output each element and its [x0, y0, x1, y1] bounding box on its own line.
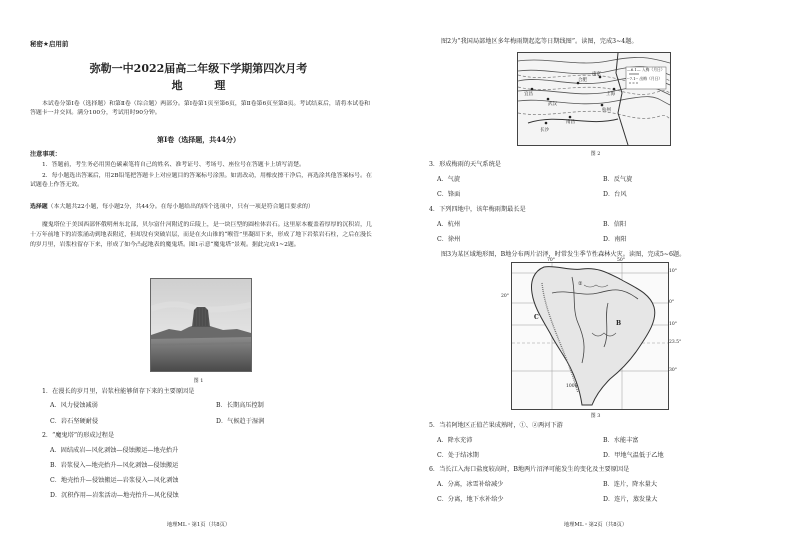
- devils-tower-photo: [150, 278, 252, 372]
- south-america-map: [511, 262, 669, 410]
- map3-lon-70w: 70°: [547, 258, 555, 263]
- q4-option-d: D．南阳: [603, 236, 627, 243]
- q2-option-a: A．固结成岩—风化剥蚀—侵蚀搬运—地壳抬升: [50, 447, 179, 454]
- q4-option-b: B．信阳: [603, 221, 627, 228]
- confidential-label: 秘密★启用前: [30, 40, 69, 48]
- exam-subject: 地 理: [171, 79, 240, 92]
- q1-option-c: C．岩石坚硬耐侵: [50, 418, 99, 425]
- q1-option-b: B．长期高压控制: [216, 402, 264, 409]
- reading-passage: 魔鬼塔位于美国西部怀俄明州东北部，贝尔富什河附近的丘陵上，是一块巨型的圆柱体岩石。这里原本覆盖着厚厚的沉积岩，几十万年前地下的岩浆涌动到地表附近，但却没有突破岩层，而是在火山锥的“喉管”里凝固下来，形成了地下岩浆岩石柱，之后在漫长的岁月里，岩浆柱留存下来，形成了如今凸起地表的魔鬼塔。图1示意“魔鬼塔”景观。据此完成1~2题。: [30, 222, 372, 248]
- q3-option-d: D．台风: [603, 191, 627, 198]
- q5-option-a: A．降水充沛: [437, 437, 473, 444]
- map2-label-shanghai: 上海: [606, 92, 615, 97]
- map2-label-changsha: 长沙: [540, 128, 549, 133]
- note-2: 2．每小题选出答案后，用2B铅笔把答题卡上对应题目的答案标号涂黑。如需改动，用橡皮擦干净后，再选涂其他答案标号。在试题卷上作答无效。: [30, 173, 372, 188]
- q2-option-b: B．岩浆侵入—地壳抬升—风化剥蚀—侵蚀搬运: [50, 462, 179, 469]
- q5-option-d: D．甲地气温低于乙地: [603, 452, 664, 459]
- q6-option-b: B．连片，降水量大: [603, 481, 658, 488]
- question-4: 4．下列四地中，该年梅雨期最长是: [429, 206, 526, 213]
- exam-intro: 本试卷分第Ⅰ卷（选择题）和第Ⅱ卷（综合题）两部分。第Ⅰ卷第1页至第6页，第Ⅱ卷第6页至第8页。考试结束后，请将本试卷和答题卡一并交回。满分100分，考试用时90分钟。: [30, 101, 371, 116]
- map3-lat-10s: 10°: [669, 322, 677, 327]
- mc-text: （本大题共22小题，每小题2分，共44分。在每小题给出的四个选项中，只有一项是符合题目要求的）: [47, 204, 314, 210]
- q1-option-d: D．气候趋于湿润: [216, 418, 265, 425]
- map3-lat-10n: 10°: [669, 269, 677, 274]
- map3-label-b: B: [616, 320, 622, 327]
- map2-label-nanchang: 南昌: [566, 120, 575, 125]
- map3-label-c: C: [534, 314, 539, 321]
- notes-heading: 注意事项：: [30, 151, 61, 158]
- q5-option-c: C．处于结冰期: [437, 452, 479, 459]
- q6-option-d: D．连片，蒸发量大: [603, 496, 658, 503]
- q6-option-a: A．分离，冰雪补给减少: [437, 481, 504, 488]
- figure-2-caption: 图 2: [590, 151, 601, 157]
- map2-label-hefei: 合肥: [578, 78, 587, 83]
- q6-option-c: C．分离，地下水补给少: [437, 496, 504, 503]
- mc-instructions: [30, 203, 375, 212]
- question-3: 3．形成梅雨的天气系统是: [429, 161, 501, 168]
- map3-lat-tropic: 23.5°: [669, 340, 682, 345]
- question-1: 1．在漫长的岁月里，岩浆柱能够留存下来的主要原因是: [42, 388, 195, 395]
- map2-label-nanjing: 南京: [592, 72, 601, 77]
- figure-1-caption: 图 1: [193, 378, 204, 384]
- note-1: 1．答题前，考生务必用黑色碳素笔将自己的姓名、准考证号、考场号、座位号在答题卡上填写清楚。: [42, 162, 305, 168]
- mc-heading: 选择题: [30, 204, 48, 210]
- map3-lon-50w: 50°: [617, 258, 625, 263]
- q5-option-b: B．水能丰富: [603, 437, 639, 444]
- question-2: 2．“魔鬼塔”的形成过程是: [42, 432, 115, 439]
- map3-lat-0: 0°: [669, 300, 675, 305]
- exam-title: 弥勒一中2022届高二年级下学期第四次月考: [89, 62, 308, 75]
- map2-legend-end: --7.1-- 出梅（月日）: [627, 76, 663, 81]
- page-footer: 地理ML・第1页（共8页）: [166, 522, 231, 528]
- q2-option-c: C．地壳抬升—侵蚀搬运—岩浆侵入—风化剥蚀: [50, 477, 179, 484]
- map2-label-yichang: 宜昌: [524, 92, 533, 97]
- q2-option-d: D．沉积作用—岩浆活动—地壳抬升—风化侵蚀: [50, 492, 179, 499]
- q3-4-lead: 图2为“我国局部地区多年梅雨期起迄等日期线图”。读图，完成3~4题。: [441, 38, 638, 45]
- map3-label-elevation: 1000: [566, 384, 578, 389]
- figure-3-caption: 图 3: [590, 413, 601, 419]
- map3-label-river-2: ②: [578, 281, 583, 287]
- page-footer: 地理ML・第2页（共8页）: [563, 522, 628, 528]
- map2-legend-onset: —6.1— 入梅（月日）: [627, 67, 665, 72]
- question-6: 6．当长江入海口盐度较高时，B地两片沼泽可能发生的变化及主要原因是: [429, 466, 630, 473]
- q5-6-lead: 图3为某区域地形图，B地分布两片沼泽，时常发生季节性森林火灾。读图，完成5~6题。: [441, 251, 686, 258]
- q3-option-a: A．气旋: [437, 176, 461, 183]
- q3-option-c: C．锋面: [437, 191, 461, 198]
- map3-lat-30s: 30°: [669, 368, 677, 373]
- q1-option-a: A．风力侵蚀减弱: [50, 402, 98, 409]
- q4-option-c: C．徐州: [437, 236, 461, 243]
- q3-option-b: B．反气旋: [603, 176, 633, 183]
- map2-label-hangzhou: 杭州: [602, 108, 611, 113]
- map3-lat-20: 20°: [501, 294, 509, 299]
- question-5: 5．当若阿地区正值芒果成熟时，①、②两河下游: [429, 422, 563, 429]
- map2-label-wuhan: 武汉: [548, 102, 557, 107]
- section-heading: 第Ⅰ卷（选择题，共44分）: [156, 135, 240, 144]
- exam-page-right: [397, 0, 794, 544]
- q4-option-a: A．杭州: [437, 221, 461, 228]
